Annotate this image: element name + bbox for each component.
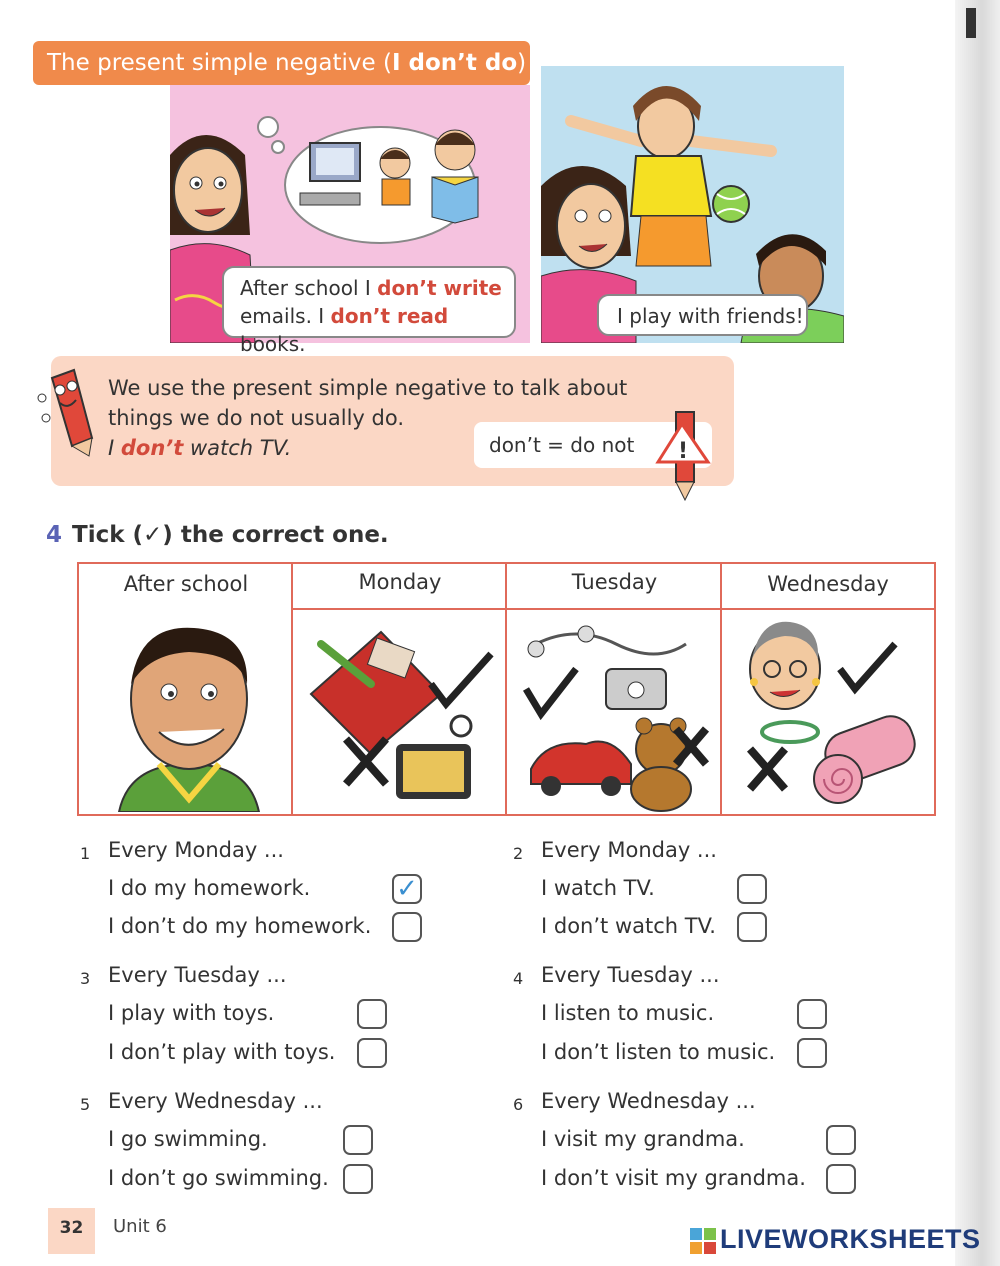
bubble1-text-1: After school I — [240, 276, 378, 300]
title-prefix: The present simple negative ( — [47, 50, 392, 76]
option-a-checkbox[interactable]: ✓ — [392, 874, 422, 904]
option-b-checkbox[interactable] — [392, 912, 422, 942]
option-b-checkbox[interactable] — [357, 1038, 387, 1068]
tuesday-picture — [516, 614, 716, 812]
question-prompt: Every Wednesday ... — [541, 1089, 756, 1113]
option-a-text: I listen to music. — [541, 1001, 715, 1025]
option-b-text: I don’t listen to music. — [541, 1040, 776, 1064]
option-b-checkbox[interactable] — [343, 1164, 373, 1194]
question-prompt: Every Wednesday ... — [108, 1089, 323, 1113]
section-title — [33, 41, 530, 85]
note-example-post: watch TV. — [183, 436, 292, 460]
exercise-number: 4 — [46, 522, 63, 548]
title-suffix: ) — [517, 50, 527, 76]
page-number-text: 32 — [59, 1218, 84, 1238]
question-number: 4 — [513, 969, 524, 988]
option-a-checkbox[interactable] — [357, 999, 387, 1029]
question-number: 5 — [80, 1095, 91, 1114]
option-a-text: I watch TV. — [541, 876, 655, 900]
question-number: 1 — [80, 844, 91, 863]
option-b-text: I don’t go swimming. — [108, 1166, 329, 1190]
option-a-text: I play with toys. — [108, 1001, 275, 1025]
option-b-text: I don’t watch TV. — [541, 914, 716, 938]
svg-text:!: ! — [677, 439, 689, 464]
note-example-pre: I — [108, 436, 121, 460]
pencil-mascot-icon — [34, 358, 94, 458]
option-a-text: I do my homework. — [108, 876, 311, 900]
option-a-checkbox[interactable] — [343, 1125, 373, 1155]
option-a-text: I visit my grandma. — [541, 1127, 745, 1151]
unit-label: Unit 6 — [113, 1216, 167, 1237]
bubble1-text-3: books. — [240, 332, 306, 356]
option-a-checkbox[interactable] — [826, 1125, 856, 1155]
option-a-checkbox[interactable] — [737, 874, 767, 904]
question-prompt: Every Monday ... — [541, 838, 717, 862]
bubble1-red-1: don’t write — [377, 276, 502, 300]
exercise-instruction: Tick (✓) the correct one. — [72, 522, 389, 548]
page-edge-shadow — [955, 0, 1000, 1266]
option-a-checkbox[interactable] — [797, 999, 827, 1029]
note-line-1: We use the present simple negative to talk about — [108, 376, 628, 400]
monday-picture — [301, 614, 501, 812]
page-edge-mark — [966, 8, 976, 38]
option-b-checkbox[interactable] — [797, 1038, 827, 1068]
question-prompt: Every Monday ... — [108, 838, 284, 862]
bubble1-text-2: emails. I — [240, 304, 331, 328]
question-number: 6 — [513, 1095, 524, 1114]
liveworksheets-logo-icon — [690, 1228, 716, 1254]
option-a-text: I go swimming. — [108, 1127, 268, 1151]
option-b-text: I don’t do my homework. — [108, 914, 372, 938]
boy-picture — [99, 614, 279, 812]
note-line-2: things we do not usually do. — [108, 406, 405, 430]
header-monday: Monday — [358, 570, 442, 594]
header-wednesday: Wednesday — [767, 572, 889, 596]
question-number: 3 — [80, 969, 91, 988]
picture-table — [77, 562, 936, 816]
pencil-warning-icon — [652, 402, 714, 502]
option-b-checkbox[interactable] — [737, 912, 767, 942]
option-b-text: I don’t visit my grandma. — [541, 1166, 806, 1190]
speech-bubble-play — [597, 294, 808, 336]
note-example-red: don’t — [120, 436, 184, 460]
speech-bubble-dont — [222, 266, 516, 356]
header-after-school: After school — [123, 572, 249, 596]
contraction-text: don’t = do not — [489, 433, 635, 457]
question-prompt: Every Tuesday ... — [541, 963, 720, 987]
header-tuesday: Tuesday — [571, 570, 658, 594]
bubble2-text: I play with friends! — [617, 304, 804, 328]
option-b-checkbox[interactable] — [826, 1164, 856, 1194]
page-number — [48, 1208, 95, 1254]
option-b-text: I don’t play with toys. — [108, 1040, 336, 1064]
liveworksheets-logo: LIVEWORKSHEETS — [720, 1224, 981, 1254]
exercise-heading — [46, 522, 389, 548]
question-prompt: Every Tuesday ... — [108, 963, 287, 987]
title-bold: I don’t do — [391, 50, 518, 76]
header-divider — [293, 608, 934, 610]
bubble1-red-2: don’t read — [330, 304, 449, 328]
question-number: 2 — [513, 844, 524, 863]
wednesday-picture — [730, 614, 930, 812]
